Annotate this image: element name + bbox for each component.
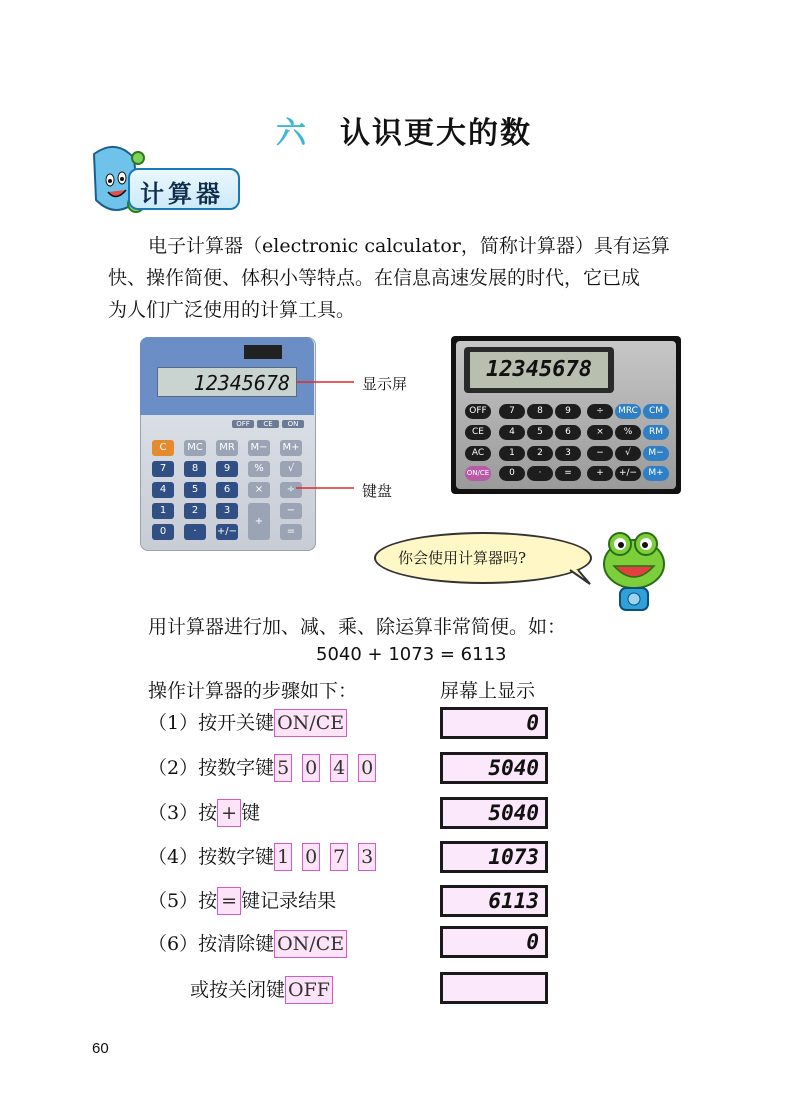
calc1-key: M− — [248, 440, 270, 456]
calc1-key: − — [280, 503, 302, 519]
step-number: （5） — [148, 890, 199, 912]
chapter-title: 认识更大的数 — [340, 116, 532, 151]
calculator-display: 12345678 — [470, 352, 608, 388]
calc2-key: 5 — [527, 425, 553, 440]
callout-lines — [296, 376, 360, 496]
calc2-key: 9 — [555, 404, 581, 419]
step-5 — [148, 887, 336, 915]
calc2-key: 1 — [499, 446, 525, 461]
section-label: 计算器 — [140, 180, 224, 208]
step-text: 按开关键 — [198, 712, 275, 734]
calc2-key: = — [555, 466, 581, 481]
intro-line-2: 快、操作简便、体积小等特点。在信息高速发展的时代，它已成 — [108, 267, 641, 289]
calc1-key: 1 — [152, 503, 174, 519]
lcd-display: 1073 — [440, 841, 548, 873]
key-plus: + — [217, 799, 241, 827]
speech-bubble-tail-icon — [568, 568, 592, 588]
calc2-key: 8 — [527, 404, 553, 419]
calc1-key-on: ON — [282, 420, 304, 428]
calc2-key: ON/CE — [465, 466, 491, 481]
step-text: 或按关闭键 — [190, 979, 286, 1001]
calc2-key: + — [587, 466, 613, 481]
calc1-key: MR — [216, 440, 238, 456]
calc2-key: √ — [615, 446, 641, 461]
calc2-key: MRC — [615, 404, 641, 419]
digit-key: 5 — [274, 754, 292, 782]
calc2-key: RM — [643, 425, 669, 440]
calc1-key: + — [248, 503, 270, 540]
calc1-key: √ — [280, 461, 302, 477]
calc2-key: 7 — [499, 404, 525, 419]
step-6 — [148, 930, 347, 958]
calc1-key: 9 — [216, 461, 238, 477]
calc1-key: 0 — [152, 524, 174, 540]
calc2-key: +/− — [615, 466, 641, 481]
display-header: 屏幕上显示 — [440, 680, 536, 702]
step-suffix: 键 — [241, 802, 261, 824]
calc2-key: CM — [643, 404, 669, 419]
screen-label: 显示屏 — [362, 375, 408, 393]
calc2-key: % — [615, 425, 641, 440]
step-6-alt — [190, 976, 333, 1004]
step-3 — [148, 799, 260, 827]
steps-header: 操作计算器的步骤如下： — [148, 680, 358, 702]
calc1-key: 7 — [152, 461, 174, 477]
calc2-key: 3 — [555, 446, 581, 461]
calc2-key: − — [587, 446, 613, 461]
calc2-key: 6 — [555, 425, 581, 440]
calc2-key: · — [527, 466, 553, 481]
step-number: （1） — [148, 712, 199, 734]
lcd-display — [440, 972, 548, 1004]
key-on-ce: ON/CE — [274, 930, 347, 958]
step-text: 按清除键 — [198, 933, 275, 955]
digit-key: 4 — [330, 754, 348, 782]
step-number: （6） — [148, 933, 199, 955]
digit-key: 1 — [274, 843, 292, 871]
key-off: OFF — [285, 976, 333, 1004]
calc1-key: M+ — [280, 440, 302, 456]
calc1-key: 3 — [216, 503, 238, 519]
digit-key: 0 — [358, 754, 376, 782]
lcd-display: 6113 — [440, 885, 548, 917]
digit-key: 3 — [358, 843, 376, 871]
key-equals: = — [217, 887, 241, 915]
step-number: （4） — [148, 846, 199, 868]
intro-line-3: 为人们广泛使用的计算工具。 — [108, 299, 356, 321]
step-number: （3） — [148, 802, 199, 824]
calc2-key: 2 — [527, 446, 553, 461]
step-number: （2） — [148, 757, 199, 779]
calc1-key: × — [248, 482, 270, 498]
lcd-display: 0 — [440, 926, 548, 958]
keyboard-label: 键盘 — [362, 482, 393, 500]
calc2-key: × — [587, 425, 613, 440]
calc2-key: ÷ — [587, 404, 613, 419]
calc2-key: CE — [465, 425, 491, 440]
digit-key: 0 — [302, 754, 320, 782]
calc2-key: 4 — [499, 425, 525, 440]
example-intro: 用计算器进行加、减、乘、除运算非常简便。如： — [148, 616, 567, 638]
calc1-key-ce: CE — [257, 420, 279, 428]
frog-mascot-icon — [594, 526, 674, 616]
solar-panel — [244, 345, 282, 359]
calc1-key: % — [248, 461, 270, 477]
calc2-key: 0 — [499, 466, 525, 481]
calc1-key: MC — [184, 440, 206, 456]
step-suffix: 键记录结果 — [241, 890, 337, 912]
digit-key: 0 — [302, 843, 320, 871]
digit-key: 7 — [330, 843, 348, 871]
calc1-key: 8 — [184, 461, 206, 477]
example-equation: 5040 + 1073 = 6113 — [316, 644, 507, 665]
step-2 — [148, 754, 386, 782]
calculator-display: 12345678 — [157, 367, 297, 397]
step-4 — [148, 843, 386, 871]
lcd-display: 5040 — [440, 752, 548, 784]
calc1-key: +/− — [216, 524, 238, 540]
step-text: 按 — [198, 802, 218, 824]
key-on-ce: ON/CE — [274, 709, 347, 737]
bubble-text: 你会使用计算器吗? — [398, 549, 527, 567]
calc1-key: = — [280, 524, 302, 540]
step-text: 按数字键 — [198, 846, 275, 868]
calc1-key: 2 — [184, 503, 206, 519]
calc1-key: ÷ — [280, 482, 302, 498]
step-text: 按 — [198, 890, 218, 912]
calc1-key: C — [152, 440, 174, 456]
step-text: 按数字键 — [198, 757, 275, 779]
chapter-number: 六 — [276, 116, 306, 151]
lcd-display: 5040 — [440, 797, 548, 829]
calc2-key: M− — [643, 446, 669, 461]
lcd-display: 0 — [440, 707, 548, 739]
calc1-key: 4 — [152, 482, 174, 498]
page-number: 60 — [92, 1040, 109, 1057]
calc1-key: 6 — [216, 482, 238, 498]
calc1-key: · — [184, 524, 206, 540]
step-1 — [148, 709, 347, 737]
calc1-key-off: OFF — [232, 420, 254, 428]
calc1-key: 5 — [184, 482, 206, 498]
calc2-key: AC — [465, 446, 491, 461]
intro-line-1: 电子计算器（electronic calculator，简称计算器）具有运算 — [148, 235, 670, 257]
calc2-key: M+ — [643, 466, 669, 481]
calc2-key: OFF — [465, 404, 491, 419]
